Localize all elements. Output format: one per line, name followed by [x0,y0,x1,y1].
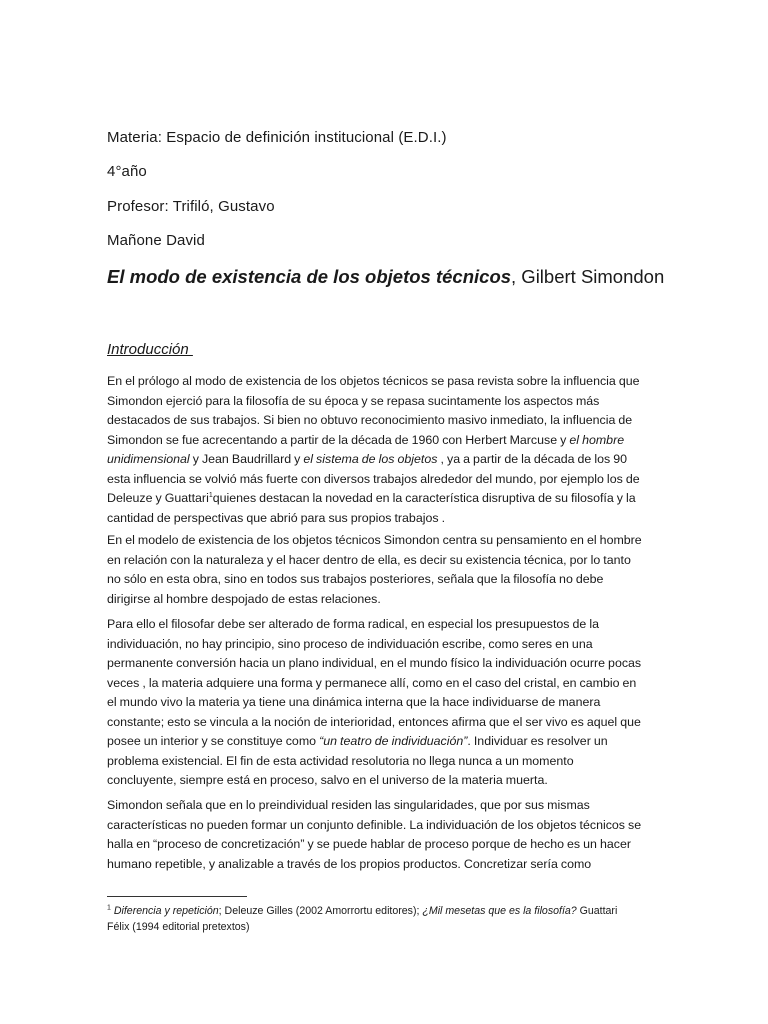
text-run: Guattari [576,905,618,917]
text-line: Para ello el filosofar debe ser alterado de forma radical, en especial los presupuestos de la [107,617,599,631]
text-line: no sólo en esta obra, sino en todos sus trabajos posteriores, señala que la filosofía no debe [107,572,604,586]
text-line: humano repetible, y analizable a través de los propios productos. Concretizar sería como [107,856,592,871]
text-line [107,431,663,451]
quoted-phrase: “un teatro de individuación” [319,734,468,748]
text-line: Simondon ejerció para la filosofía de su época y se repasa sucintamente los aspectos más [107,393,600,408]
text-line: el mundo vivo la materia ya tiene una dinámica interna que la hace individuarse de manera [107,695,601,709]
author-name: , Gilbert Simondon [511,266,665,287]
paragraph-1 [107,372,663,528]
text-line: dirigirse al hombre despojado de estas relaciones. [107,591,381,606]
document-title [107,266,664,288]
footnote [107,903,667,935]
text-line: Simondon señala que en lo preindividual residen las singularidades, que por sus mismas [107,798,590,812]
text-line: constante; esto se vincula a la noción de interioridad, entonces afirma que el ser vivo es aquel que [107,714,641,729]
text-run: quienes destacan la novedad en la característica disruptiva de su filosofía y la [212,491,636,505]
text-line: cantidad de perspectivas que abrió para sus propios trabajos . [107,510,446,525]
text-run: características no pueden formar un conjunto definible. [107,817,407,832]
text-run: ; Deleuze Gilles (2002 Amorrortu editores); [218,905,423,917]
footnote-ref: 1 [208,491,213,499]
book-title: el sistema de los objetos [303,452,438,466]
text-line: En el modelo de existencia de los objetos técnicos Simondon centra su pensamiento en el hombre [107,533,642,547]
text-line: halla en “proceso de concretización” y se puede hablar de proceso porque de hecho es un hacer [107,837,631,851]
text-line: permanente conversión hacia un plano individual, en el mundo físico la individuación ocurre pocas [107,656,642,670]
text-line: veces , la materia adquiere una forma y permanece allí, como en el caso del cristal, en cambio en [107,675,637,690]
work-title: El modo de existencia de los objetos técnicos [107,266,512,287]
footnote-separator [107,896,247,897]
text-run: , ya a partir de la década de los 90 [437,452,628,466]
text-run: Deleuze y Guattari [107,491,209,505]
text-run: posee un interior y se constituye como [107,734,320,748]
paragraph-2 [107,531,663,609]
paragraph-4 [107,796,663,874]
section-heading-introduccion: Introducción [107,341,193,358]
book-title: el hombre [569,432,625,447]
text-line [107,816,663,836]
subject-line: Materia: Espacio de definición institucional (E.D.I.) [107,129,447,146]
book-title: unidimensional [107,452,190,466]
paragraph-3 [107,615,663,791]
text-run: La individuación de los objetos técnicos se [406,817,642,832]
text-line: en relación con la naturaleza y el hacer dentro de ella, es decir su existencia técnica, por lo tanto [107,552,631,567]
text-line [107,732,663,752]
text-line: En el prólogo al modo de existencia de los objetos técnicos se pasa revista sobre la influencia que [107,374,640,388]
student-name: Mañone David [107,232,205,249]
professor-line: Profesor: Trifiló, Gustavo [107,198,275,215]
text-line: concluyente, siempre está en proceso, salvo en el universo de la materia muerta. [107,773,548,787]
grade-line: 4°año [107,163,147,180]
text-run: . Individuar es resolver un [467,734,608,748]
text-line [107,450,663,470]
footnote-mark: 1 [107,904,111,912]
text-line [107,489,663,509]
book-title: Diferencia y repetición [110,905,219,917]
text-line [107,903,667,919]
text-line: Félix (1994 editorial pretextos) [107,921,250,933]
text-line: esta influencia se volvió más fuerte con diversos trabajos alrededor del mundo, por ejemplo los de [107,471,640,486]
book-title: ¿Mil mesetas que es la filosofía? [422,905,577,917]
text-run: y Jean Baudrillard y [189,452,304,466]
text-line: problema existencial. El fin de esta actividad resolutoria no llega nunca a un momento [107,753,574,768]
text-line: individuación, no hay principio, sino proceso de individuación escribe, como seres en una [107,636,593,651]
text-line: destacados de sus trabajos. Si bien no obtuvo reconocimiento masivo inmediato, la influencia de [107,413,633,427]
text-run: Simondon se fue acrecentando a partir de la década de 1960 con Herbert Marcuse y [107,432,570,447]
